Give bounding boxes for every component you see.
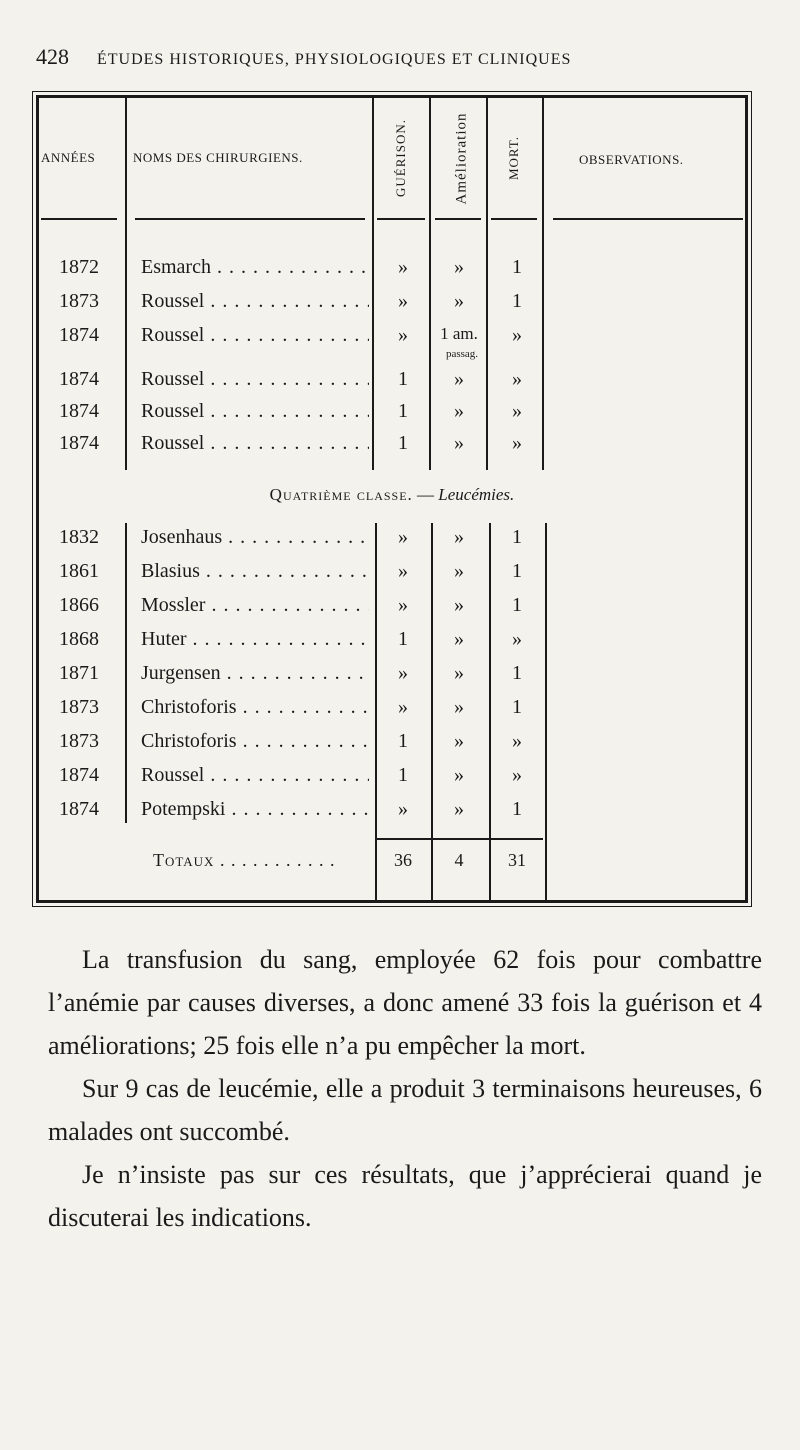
row-year: 1874 [59, 324, 99, 346]
row-improvement: » [454, 730, 464, 752]
row-death: 1 [512, 256, 522, 278]
row-death: » [512, 400, 522, 422]
table-row [39, 594, 745, 628]
row-year: 1871 [59, 662, 99, 684]
row-surgeon: Mossler . . . [141, 594, 369, 617]
row-death: 1 [512, 798, 522, 820]
row-year: 1861 [59, 560, 99, 582]
totals-rule [377, 838, 543, 840]
row-year: 1868 [59, 628, 99, 650]
row-death: » [512, 764, 522, 786]
row-death: 1 [512, 696, 522, 718]
row-cure: » [398, 560, 408, 582]
row-improvement: » [454, 290, 464, 312]
row-surgeon: Jurgensen . . . [141, 662, 369, 685]
row-cure: » [398, 256, 408, 278]
row-year: 1874 [59, 764, 99, 786]
paragraph: Je n’insiste pas sur ces résultats, que j’apprécierai quand je discuterai les indications. [48, 1160, 762, 1232]
header-rule [435, 218, 481, 220]
row-improvement: » [454, 662, 464, 684]
col-head-surgeons: NOMS DES CHIRURGIENS. [133, 150, 303, 165]
row-year: 1872 [59, 256, 99, 278]
row-year: 1874 [59, 432, 99, 454]
row-year: 1873 [59, 730, 99, 752]
header-rule [377, 218, 425, 220]
row-cure: 1 [398, 764, 408, 786]
totals-cure: 36 [394, 850, 412, 870]
section-title [39, 485, 745, 505]
table-row [39, 526, 745, 560]
row-surgeon: Roussel . . . [141, 324, 369, 347]
row-surgeon: Esmarch . . . [141, 256, 369, 279]
row-cure: » [398, 290, 408, 312]
row-surgeon: Roussel . . . [141, 290, 369, 313]
totals-death: 31 [508, 850, 526, 870]
table-row [39, 764, 745, 798]
header-rule [491, 218, 537, 220]
col-head-improvement: Amélioration [453, 112, 470, 205]
col-head-cure: GUÉRISON. [393, 119, 408, 197]
table-row [39, 256, 745, 290]
passag-note: passag. [445, 348, 479, 360]
row-year: 1866 [59, 594, 99, 616]
row-death: » [512, 432, 522, 454]
table-row [39, 290, 745, 324]
page-number: 428 [36, 44, 69, 69]
row-cure: 1 [398, 628, 408, 650]
row-year: 1832 [59, 526, 99, 548]
row-cure: » [398, 798, 408, 820]
row-year: 1874 [59, 400, 99, 422]
row-year: 1873 [59, 696, 99, 718]
table-row [39, 324, 745, 358]
running-title: ÉTUDES HISTORIQUES, PHYSIOLOGIQUES ET CLINIQUES [97, 51, 572, 68]
row-improvement: » [454, 256, 464, 278]
row-surgeon: Christoforis . . . [141, 696, 369, 719]
row-surgeon: Roussel . . . [141, 764, 369, 787]
row-year: 1874 [59, 798, 99, 820]
table-row [39, 368, 745, 402]
row-cure: » [398, 594, 408, 616]
row-death: 1 [512, 662, 522, 684]
row-death: » [512, 368, 522, 390]
row-cure: » [398, 526, 408, 548]
row-death: » [512, 730, 522, 752]
row-improvement: » [454, 594, 464, 616]
row-improvement: 1 am. [440, 324, 478, 343]
paragraph: La transfusion du sang, employée 62 fois pour combattre l’anémie par causes diverses, a donc amené 33 fois la guérison et 4 améliorations; 25 fois elle n’a pu empêcher la mort. [48, 945, 762, 1060]
row-improvement: » [454, 400, 464, 422]
section-dash: — [412, 485, 439, 504]
section-class-label: Quatrième classe. [269, 485, 413, 504]
section-subtitle: Leucémies. [438, 485, 515, 504]
row-surgeon: Roussel . . . [141, 432, 369, 455]
col-head-observations: OBSERVATIONS. [579, 152, 684, 167]
row-improvement: » [454, 432, 464, 454]
row-improvement: » [454, 560, 464, 582]
row-cure: » [398, 324, 408, 346]
row-cure: » [398, 696, 408, 718]
table-row [39, 560, 745, 594]
table-row [39, 432, 745, 466]
row-surgeon: Blasius . . . [141, 560, 369, 583]
col-head-death: MORT. [506, 135, 521, 181]
row-year: 1873 [59, 290, 99, 312]
body-text [48, 938, 762, 1239]
row-death: 1 [512, 560, 522, 582]
row-improvement: » [454, 628, 464, 650]
paragraph: Sur 9 cas de leucémie, elle a produit 3 terminaisons heureuses, 6 malades ont succombé. [48, 1074, 762, 1146]
row-death: 1 [512, 290, 522, 312]
table-row [39, 662, 745, 696]
row-surgeon: Potempski . . . [141, 798, 369, 821]
page-header [36, 44, 756, 70]
table-row [39, 798, 745, 832]
table-row [39, 400, 745, 434]
row-surgeon: Roussel . . . [141, 400, 369, 423]
row-cure: » [398, 662, 408, 684]
row-death: » [512, 324, 522, 346]
totals-improvement: 4 [454, 850, 464, 870]
row-improvement: » [454, 368, 464, 390]
transfusion-table [36, 95, 748, 903]
header-rule [41, 218, 117, 220]
row-improvement: » [454, 526, 464, 548]
col-head-years: ANNÉES [41, 150, 96, 165]
row-surgeon: Christoforis . . . [141, 730, 369, 753]
row-improvement: » [454, 764, 464, 786]
totals-label: Totaux . . . [153, 850, 335, 871]
table-row [39, 628, 745, 662]
row-cure: 1 [398, 730, 408, 752]
row-improvement: » [454, 798, 464, 820]
table-row [39, 730, 745, 764]
row-cure: 1 [398, 400, 408, 422]
row-death: 1 [512, 526, 522, 548]
row-death: » [512, 628, 522, 650]
row-surgeon: Josenhaus . . . [141, 526, 369, 549]
totals-row [39, 850, 745, 884]
row-surgeon: Roussel . . . [141, 368, 369, 391]
row-cure: 1 [398, 368, 408, 390]
header-rule [553, 218, 743, 220]
row-year: 1874 [59, 368, 99, 390]
row-improvement: » [454, 696, 464, 718]
row-cure: 1 [398, 432, 408, 454]
table-row [39, 696, 745, 730]
header-rule [135, 218, 365, 220]
row-death: 1 [512, 594, 522, 616]
row-surgeon: Huter . . . [141, 628, 369, 651]
